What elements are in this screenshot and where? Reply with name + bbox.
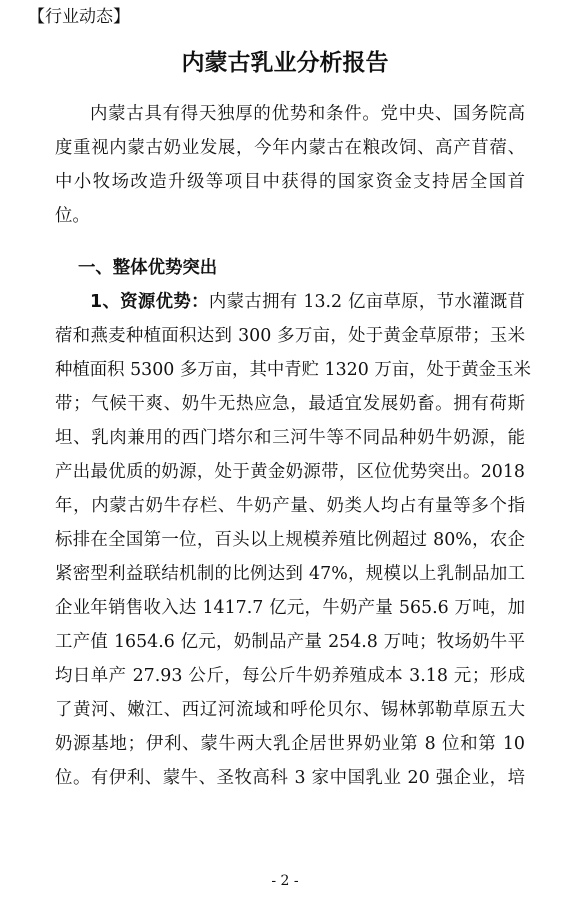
para-line: 蓿和燕麦种植面积达到 300 多万亩，处于黄金草原带；玉米 [55, 326, 525, 346]
para-line: 标排在全国第一位，百头以上规模养殖比例超过 80%，农企 [55, 530, 525, 550]
para-line: 紧密型利益联结机制的比例达到 47%，规模以上乳制品加工 [55, 564, 525, 584]
intro-line: 度重视内蒙古奶业发展，今年内蒙古在粮改饲、高产苜蓿、 [55, 138, 525, 158]
para-first-text: 内蒙古拥有 13.2 亿亩草原，节水灌溉苜 [208, 292, 525, 312]
para-line: 了黄河、嫩江、西辽河流域和呼伦贝尔、锡林郭勒草原五大 [55, 700, 525, 720]
document-title: 内蒙古乳业分析报告 [181, 50, 389, 76]
para-line: 种植面积 5300 多万亩，其中青贮 1320 万亩，处于黄金玉米 [55, 360, 531, 380]
intro-line: 中小牧场改造升级等项目中获得的国家资金支持居全国首 [55, 172, 525, 192]
page-number: - 2 - [271, 873, 299, 889]
para-lead: 1、资源优势： [90, 292, 209, 312]
para-line: 位。有伊利、蒙牛、圣牧高科 3 家中国乳业 20 强企业，培 [55, 768, 525, 788]
para-line: 年，内蒙古奶牛存栏、牛奶产量、奶类人均占有量等多个指 [55, 496, 525, 516]
intro-line: 位。 [55, 206, 90, 226]
para-line: 企业年销售收入达 1417.7 亿元，牛奶产量 565.6 万吨，加 [55, 598, 526, 618]
para-line: 工产值 1654.6 亿元，奶制品产量 254.8 万吨；牧场奶牛平 [55, 632, 526, 652]
intro-line: 内蒙古具有得天独厚的优势和条件。党中央、国务院高 [90, 104, 525, 124]
para-line: 带；气候干爽、奶牛无热应急，最适宜发展奶畜。拥有荷斯 [55, 394, 525, 414]
section-tag: 【行业动态】 [28, 7, 130, 27]
para-line: 产出最优质的奶源，处于黄金奶源带，区位优势突出。2018 [55, 462, 525, 482]
para-line: 均日单产 27.93 公斤，每公斤牛奶养殖成本 3.18 元；形成 [55, 666, 525, 686]
section-heading: 一、整体优势突出 [78, 258, 218, 278]
para-line [90, 290, 525, 314]
para-line: 奶源基地；伊利、蒙牛两大乳企居世界奶业第 8 位和第 10 [55, 734, 525, 754]
para-line: 坦、乳肉兼用的西门塔尔和三河牛等不同品种奶牛奶源，能 [55, 428, 525, 448]
